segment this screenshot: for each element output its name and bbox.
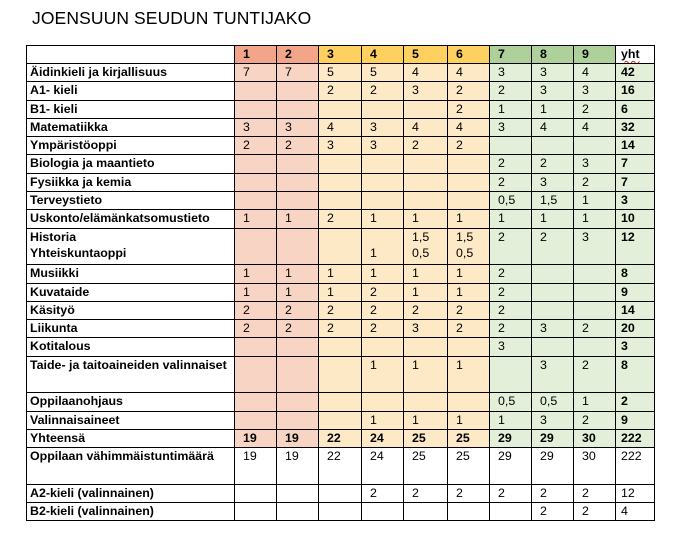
hours-cell-grade-1 xyxy=(235,82,277,100)
total-cell: 12 xyxy=(616,484,655,502)
header-corner xyxy=(27,46,235,64)
hours-cell-grade-7: 3 xyxy=(490,338,532,356)
hours-cell-grade-7: 29 xyxy=(490,448,532,485)
hours-cell-grade-6: 2 xyxy=(448,82,490,100)
hours-cell-grade-3: 2 xyxy=(319,82,362,100)
hours-cell-grade-3 xyxy=(319,100,362,118)
header-row xyxy=(27,46,655,64)
hours-cell-grade-1 xyxy=(235,155,277,173)
hours-cell-grade-4: 5 xyxy=(362,64,404,82)
hours-cell-grade-9: 3 xyxy=(574,155,616,173)
hours-cell-grade-2 xyxy=(277,100,319,118)
subject-label: A1- kieli xyxy=(27,82,235,100)
hours-cell-grade-6 xyxy=(448,503,490,521)
hours-cell-grade-4: 2 xyxy=(362,320,404,338)
hours-cell-grade-5: 25 xyxy=(404,448,448,485)
hours-cell-grade-1: 3 xyxy=(235,118,277,136)
hours-cell-grade-3: 2 xyxy=(319,301,362,319)
hours-cell-grade-5: 1,5 0,5 xyxy=(404,228,448,265)
hours-cell-grade-3: 3 xyxy=(319,137,362,155)
hours-cell-grade-2: 2 xyxy=(277,137,319,155)
subject-label: Musiikki xyxy=(27,265,235,283)
hours-cell-grade-3: 2 xyxy=(319,320,362,338)
subject-label: B1- kieli xyxy=(27,100,235,118)
hours-cell-grade-5 xyxy=(404,338,448,356)
hours-cell-grade-9: 2 xyxy=(574,356,616,393)
table-row xyxy=(27,82,655,100)
header-grade-1: 1 xyxy=(235,46,277,64)
hours-cell-grade-5: 4 xyxy=(404,64,448,82)
table-row xyxy=(27,210,655,228)
subject-label: Ympäristöoppi xyxy=(27,137,235,155)
header-grade-9: 9 xyxy=(574,46,616,64)
hours-cell-grade-7: 2 xyxy=(490,82,532,100)
hours-cell-grade-1: 2 xyxy=(235,137,277,155)
hours-cell-grade-6: 2 xyxy=(448,137,490,155)
subject-label: Kotitalous xyxy=(27,338,235,356)
hours-cell-grade-3: 4 xyxy=(319,118,362,136)
hours-cell-grade-2: 1 xyxy=(277,283,319,301)
hours-cell-grade-1 xyxy=(235,393,277,411)
hours-cell-grade-2 xyxy=(277,82,319,100)
total-cell: 12 xyxy=(616,228,655,265)
total-cell: 14 xyxy=(616,301,655,319)
hours-cell-grade-4 xyxy=(362,100,404,118)
hours-cell-grade-8 xyxy=(532,338,574,356)
hours-cell-grade-4: 2 xyxy=(362,283,404,301)
subject-label: Biologia ja maantieto xyxy=(27,155,235,173)
hours-cell-grade-4: 1 xyxy=(362,356,404,393)
hours-cell-grade-5: 4 xyxy=(404,118,448,136)
total-cell: 9 xyxy=(616,411,655,429)
hours-cell-grade-9: 1 xyxy=(574,393,616,411)
hours-cell-grade-1 xyxy=(235,338,277,356)
hours-cell-grade-2: 19 xyxy=(277,429,319,447)
hours-cell-grade-6: 1 xyxy=(448,210,490,228)
header-grade-5: 5 xyxy=(404,46,448,64)
hours-cell-grade-2 xyxy=(277,192,319,210)
total-cell: 8 xyxy=(616,356,655,393)
table-row xyxy=(27,100,655,118)
hours-cell-grade-1 xyxy=(235,173,277,191)
subject-label: Yhteensä xyxy=(27,429,235,447)
table-row xyxy=(27,265,655,283)
hours-cell-grade-5: 1 xyxy=(404,265,448,283)
hours-cell-grade-1: 1 xyxy=(235,283,277,301)
hours-cell-grade-4: 1 xyxy=(362,228,404,265)
hours-cell-grade-8 xyxy=(532,283,574,301)
hours-cell-grade-6: 2 xyxy=(448,100,490,118)
hours-cell-grade-1: 1 xyxy=(235,265,277,283)
subject-label: Fysiikka ja kemia xyxy=(27,173,235,191)
hours-cell-grade-7: 3 xyxy=(490,64,532,82)
hours-cell-grade-3 xyxy=(319,356,362,393)
total-cell: 32 xyxy=(616,118,655,136)
hours-cell-grade-2 xyxy=(277,411,319,429)
hours-cell-grade-6: 25 xyxy=(448,448,490,485)
table-row xyxy=(27,503,655,521)
hours-cell-grade-8: 1,5 xyxy=(532,192,574,210)
hours-cell-grade-9 xyxy=(574,265,616,283)
table-row xyxy=(27,448,655,485)
hours-cell-grade-8: 2 xyxy=(532,155,574,173)
total-cell: 3 xyxy=(616,192,655,210)
hours-cell-grade-2 xyxy=(277,356,319,393)
hours-cell-grade-7: 2 xyxy=(490,155,532,173)
subject-label: Terveystieto xyxy=(27,192,235,210)
hours-cell-grade-6 xyxy=(448,155,490,173)
hours-cell-grade-8: 4 xyxy=(532,118,574,136)
hours-cell-grade-3 xyxy=(319,338,362,356)
hours-cell-grade-9 xyxy=(574,283,616,301)
hours-cell-grade-5 xyxy=(404,173,448,191)
hours-cell-grade-3 xyxy=(319,393,362,411)
total-cell: 222 xyxy=(616,429,655,447)
subject-label: Oppilaanohjaus xyxy=(27,393,235,411)
hours-cell-grade-1 xyxy=(235,192,277,210)
hours-cell-grade-2: 3 xyxy=(277,118,319,136)
hours-cell-grade-1 xyxy=(235,411,277,429)
total-cell: 2 xyxy=(616,393,655,411)
hours-cell-grade-5 xyxy=(404,155,448,173)
hours-cell-grade-3 xyxy=(319,228,362,265)
hours-cell-grade-6: 1 xyxy=(448,283,490,301)
header-grade-2: 2 xyxy=(277,46,319,64)
hours-cell-grade-6 xyxy=(448,393,490,411)
hours-cell-grade-5: 3 xyxy=(404,320,448,338)
subject-label: Historia Yhteiskuntaoppi xyxy=(27,228,235,265)
hours-cell-grade-9: 3 xyxy=(574,82,616,100)
subject-label: Liikunta xyxy=(27,320,235,338)
hours-cell-grade-5: 2 xyxy=(404,484,448,502)
hours-cell-grade-2: 1 xyxy=(277,210,319,228)
hours-cell-grade-3: 2 xyxy=(319,210,362,228)
hours-cell-grade-6: 1 xyxy=(448,411,490,429)
total-cell: 3 xyxy=(616,338,655,356)
hours-cell-grade-2 xyxy=(277,484,319,502)
hours-cell-grade-5: 25 xyxy=(404,429,448,447)
hours-cell-grade-8: 0,5 xyxy=(532,393,574,411)
hours-cell-grade-4: 2 xyxy=(362,301,404,319)
total-cell: 222 xyxy=(616,448,655,485)
table-row xyxy=(27,228,655,265)
table-row xyxy=(27,356,655,393)
table-row xyxy=(27,338,655,356)
table-row xyxy=(27,411,655,429)
hours-cell-grade-4: 1 xyxy=(362,210,404,228)
hours-cell-grade-4: 3 xyxy=(362,118,404,136)
table-row xyxy=(27,137,655,155)
hours-cell-grade-4 xyxy=(362,173,404,191)
hours-cell-grade-7: 2 xyxy=(490,265,532,283)
hours-cell-grade-1: 7 xyxy=(235,64,277,82)
hours-cell-grade-4: 2 xyxy=(362,82,404,100)
hours-cell-grade-4 xyxy=(362,155,404,173)
hours-cell-grade-3: 22 xyxy=(319,429,362,447)
total-cell: 7 xyxy=(616,155,655,173)
hours-cell-grade-5: 1 xyxy=(404,356,448,393)
hours-cell-grade-9: 2 xyxy=(574,411,616,429)
hours-cell-grade-7: 2 xyxy=(490,283,532,301)
hours-cell-grade-6: 2 xyxy=(448,484,490,502)
hours-cell-grade-5 xyxy=(404,393,448,411)
hours-cell-grade-3 xyxy=(319,503,362,521)
hours-cell-grade-8: 1 xyxy=(532,100,574,118)
hours-cell-grade-9: 1 xyxy=(574,210,616,228)
hours-cell-grade-7: 2 xyxy=(490,301,532,319)
hours-cell-grade-8: 3 xyxy=(532,320,574,338)
hours-cell-grade-9 xyxy=(574,137,616,155)
total-cell: 42 xyxy=(616,64,655,82)
hours-cell-grade-1 xyxy=(235,228,277,265)
hours-cell-grade-6 xyxy=(448,173,490,191)
hours-cell-grade-9: 2 xyxy=(574,320,616,338)
hours-cell-grade-7: 1 xyxy=(490,100,532,118)
hours-cell-grade-4: 24 xyxy=(362,448,404,485)
hours-cell-grade-8: 29 xyxy=(532,429,574,447)
hours-cell-grade-1: 2 xyxy=(235,320,277,338)
subject-label: Matematiikka xyxy=(27,118,235,136)
hours-cell-grade-8: 2 xyxy=(532,503,574,521)
header-total: yht xyxy=(616,46,655,64)
total-cell: 20 xyxy=(616,320,655,338)
total-cell: 6 xyxy=(616,100,655,118)
hours-cell-grade-9: 30 xyxy=(574,429,616,447)
hours-cell-grade-2: 1 xyxy=(277,265,319,283)
hours-cell-grade-7: 29 xyxy=(490,429,532,447)
hours-cell-grade-8: 1 xyxy=(532,210,574,228)
hours-cell-grade-7: 2 xyxy=(490,173,532,191)
hours-cell-grade-9: 2 xyxy=(574,484,616,502)
table-row xyxy=(27,192,655,210)
total-cell: 10 xyxy=(616,210,655,228)
table-row xyxy=(27,301,655,319)
hours-cell-grade-9: 3 xyxy=(574,228,616,265)
hours-cell-grade-6: 1 xyxy=(448,356,490,393)
table-row xyxy=(27,118,655,136)
hours-cell-grade-2 xyxy=(277,173,319,191)
hours-cell-grade-3: 5 xyxy=(319,64,362,82)
lesson-hours-table xyxy=(26,45,655,521)
total-cell: 8 xyxy=(616,265,655,283)
table-row xyxy=(27,484,655,502)
hours-cell-grade-1 xyxy=(235,356,277,393)
hours-cell-grade-2 xyxy=(277,393,319,411)
hours-cell-grade-4: 1 xyxy=(362,265,404,283)
subject-label: Oppilaan vähimmäistuntimäärä xyxy=(27,448,235,485)
hours-cell-grade-5: 2 xyxy=(404,137,448,155)
hours-cell-grade-6: 4 xyxy=(448,118,490,136)
hours-cell-grade-4: 2 xyxy=(362,484,404,502)
subject-label: Valinnaisaineet xyxy=(27,411,235,429)
hours-cell-grade-4: 3 xyxy=(362,137,404,155)
table-row xyxy=(27,155,655,173)
hours-cell-grade-2 xyxy=(277,155,319,173)
hours-cell-grade-8: 3 xyxy=(532,411,574,429)
hours-cell-grade-9: 2 xyxy=(574,503,616,521)
hours-cell-grade-9: 4 xyxy=(574,64,616,82)
hours-cell-grade-3: 1 xyxy=(319,283,362,301)
hours-cell-grade-2 xyxy=(277,228,319,265)
hours-cell-grade-2: 19 xyxy=(277,448,319,485)
hours-cell-grade-9: 30 xyxy=(574,448,616,485)
hours-cell-grade-7: 1 xyxy=(490,411,532,429)
table-row xyxy=(27,173,655,191)
hours-cell-grade-8: 2 xyxy=(532,228,574,265)
subject-label: Taide- ja taitoaineiden valinnaiset xyxy=(27,356,235,393)
hours-cell-grade-8: 3 xyxy=(532,82,574,100)
hours-cell-grade-8 xyxy=(532,301,574,319)
hours-cell-grade-7: 2 xyxy=(490,484,532,502)
hours-cell-grade-7 xyxy=(490,356,532,393)
hours-cell-grade-6 xyxy=(448,192,490,210)
hours-cell-grade-2: 2 xyxy=(277,320,319,338)
hours-cell-grade-1 xyxy=(235,503,277,521)
hours-cell-grade-5 xyxy=(404,100,448,118)
subject-label: Käsityö xyxy=(27,301,235,319)
hours-cell-grade-2 xyxy=(277,503,319,521)
hours-cell-grade-1 xyxy=(235,484,277,502)
hours-cell-grade-2 xyxy=(277,338,319,356)
hours-cell-grade-5: 1 xyxy=(404,411,448,429)
subject-label: B2-kieli (valinnainen) xyxy=(27,503,235,521)
hours-cell-grade-4 xyxy=(362,338,404,356)
hours-cell-grade-9: 2 xyxy=(574,173,616,191)
hours-cell-grade-7: 0,5 xyxy=(490,192,532,210)
total-cell: 14 xyxy=(616,137,655,155)
hours-cell-grade-3 xyxy=(319,411,362,429)
hours-cell-grade-2: 2 xyxy=(277,301,319,319)
hours-cell-grade-3: 22 xyxy=(319,448,362,485)
header-grade-7: 7 xyxy=(490,46,532,64)
subject-label: A2-kieli (valinnainen) xyxy=(27,484,235,502)
hours-cell-grade-4 xyxy=(362,393,404,411)
hours-cell-grade-6: 2 xyxy=(448,320,490,338)
hours-cell-grade-6: 4 xyxy=(448,64,490,82)
header-grade-6: 6 xyxy=(448,46,490,64)
header-grade-4: 4 xyxy=(362,46,404,64)
hours-cell-grade-1 xyxy=(235,100,277,118)
total-cell: 7 xyxy=(616,173,655,191)
hours-cell-grade-8 xyxy=(532,265,574,283)
hours-cell-grade-1: 19 xyxy=(235,429,277,447)
header-grade-8: 8 xyxy=(532,46,574,64)
subject-label: Uskonto/elämänkatsomustieto xyxy=(27,210,235,228)
header-grade-3: 3 xyxy=(319,46,362,64)
hours-cell-grade-7: 0,5 xyxy=(490,393,532,411)
total-cell: 4 xyxy=(616,503,655,521)
hours-cell-grade-9: 2 xyxy=(574,100,616,118)
hours-cell-grade-1: 19 xyxy=(235,448,277,485)
hours-cell-grade-9 xyxy=(574,338,616,356)
hours-cell-grade-8: 2 xyxy=(532,484,574,502)
hours-cell-grade-8: 29 xyxy=(532,448,574,485)
hours-cell-grade-4 xyxy=(362,192,404,210)
hours-cell-grade-1: 2 xyxy=(235,301,277,319)
subject-label: Äidinkieli ja kirjallisuus xyxy=(27,64,235,82)
hours-cell-grade-3 xyxy=(319,484,362,502)
hours-cell-grade-2: 7 xyxy=(277,64,319,82)
hours-cell-grade-8: 3 xyxy=(532,356,574,393)
hours-cell-grade-3 xyxy=(319,192,362,210)
hours-cell-grade-6: 25 xyxy=(448,429,490,447)
hours-cell-grade-7: 2 xyxy=(490,320,532,338)
hours-cell-grade-7: 2 xyxy=(490,228,532,265)
hours-cell-grade-3 xyxy=(319,155,362,173)
hours-cell-grade-4: 1 xyxy=(362,411,404,429)
hours-cell-grade-5: 1 xyxy=(404,283,448,301)
page-title: JOENSUUN SEUDUN TUNTIJAKO xyxy=(32,8,312,28)
hours-cell-grade-6: 1,5 0,5 xyxy=(448,228,490,265)
hours-cell-grade-9: 1 xyxy=(574,192,616,210)
hours-cell-grade-4 xyxy=(362,503,404,521)
hours-cell-grade-5: 3 xyxy=(404,82,448,100)
total-cell: 16 xyxy=(616,82,655,100)
hours-cell-grade-6: 1 xyxy=(448,265,490,283)
hours-cell-grade-5: 2 xyxy=(404,301,448,319)
hours-cell-grade-7: 1 xyxy=(490,210,532,228)
hours-cell-grade-5: 1 xyxy=(404,210,448,228)
hours-cell-grade-9 xyxy=(574,301,616,319)
hours-cell-grade-3 xyxy=(319,173,362,191)
subject-label: Kuvataide xyxy=(27,283,235,301)
hours-cell-grade-7 xyxy=(490,503,532,521)
hours-cell-grade-5 xyxy=(404,503,448,521)
hours-cell-grade-9: 4 xyxy=(574,118,616,136)
hours-cell-grade-7: 3 xyxy=(490,118,532,136)
total-cell: 9 xyxy=(616,283,655,301)
hours-cell-grade-1: 1 xyxy=(235,210,277,228)
hours-cell-grade-8 xyxy=(532,137,574,155)
table-row xyxy=(27,393,655,411)
table-row xyxy=(27,283,655,301)
hours-cell-grade-4: 24 xyxy=(362,429,404,447)
hours-cell-grade-7 xyxy=(490,137,532,155)
table-row xyxy=(27,320,655,338)
hours-cell-grade-8: 3 xyxy=(532,173,574,191)
hours-cell-grade-6: 2 xyxy=(448,301,490,319)
hours-cell-grade-3: 1 xyxy=(319,265,362,283)
hours-cell-grade-5 xyxy=(404,192,448,210)
hours-cell-grade-8: 3 xyxy=(532,64,574,82)
table-row xyxy=(27,429,655,447)
table-row xyxy=(27,64,655,82)
hours-cell-grade-6 xyxy=(448,338,490,356)
